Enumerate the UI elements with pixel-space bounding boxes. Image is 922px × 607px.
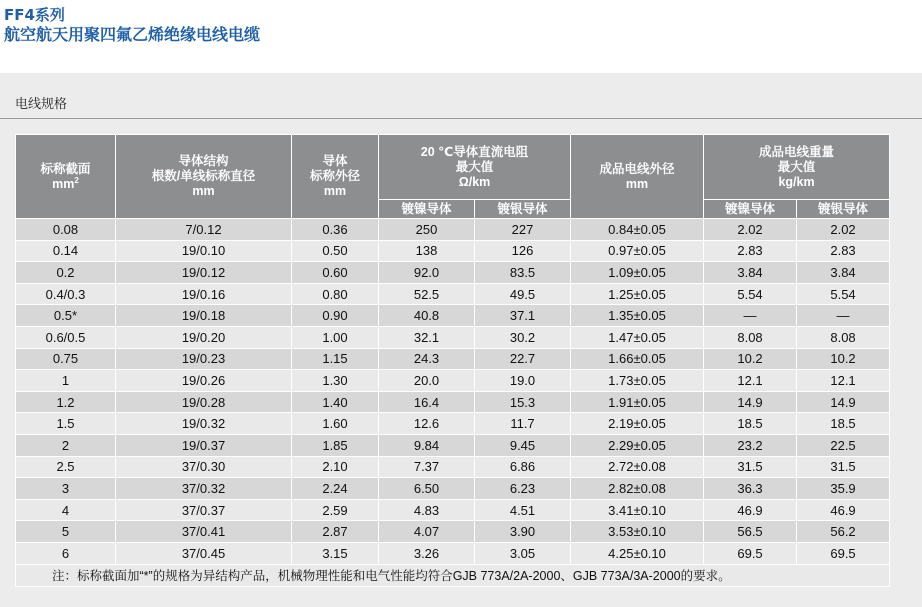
table-note: 注：标称截面加“*”的规格为异结构产品，机械物理性能和电气性能均符合GJB 773A/2A-2000、GJB 773A/3A-2000的要求。 <box>16 564 890 586</box>
col-weight-silver: 镀银导体 <box>797 200 890 219</box>
cell-finished-od: 3.41±0.10 <box>571 499 704 521</box>
col-resistance-nickel: 镀镍导体 <box>379 200 475 219</box>
cell-conductor-structure: 37/0.37 <box>116 499 292 521</box>
cell-resistance-nickel: 138 <box>379 240 475 262</box>
col-conductor-od-unit: mm <box>323 184 347 198</box>
cell-resistance-nickel: 16.4 <box>379 391 475 413</box>
cell-nominal-area: 1 <box>16 370 116 392</box>
col-conductor-structure <box>116 135 292 219</box>
cell-conductor-od: 0.90 <box>292 305 379 327</box>
cell-conductor-od: 2.87 <box>292 521 379 543</box>
cell-finished-od: 1.66±0.05 <box>571 348 704 370</box>
cell-finished-od: 1.47±0.05 <box>571 326 704 348</box>
cell-resistance-silver: 9.45 <box>475 434 571 456</box>
col-conductor-od-label: 导体 <box>322 154 348 168</box>
cell-weight-silver: 10.2 <box>797 348 890 370</box>
cell-finished-od: 2.29±0.05 <box>571 434 704 456</box>
cell-resistance-nickel: 12.6 <box>379 413 475 435</box>
cell-finished-od: 0.97±0.05 <box>571 240 704 262</box>
cell-resistance-silver: 49.5 <box>475 283 571 305</box>
cell-conductor-structure: 19/0.28 <box>116 391 292 413</box>
cell-nominal-area: 1.5 <box>16 413 116 435</box>
cell-conductor-structure: 19/0.37 <box>116 434 292 456</box>
col-conductor-structure-sub: 根数/单线标称直径 <box>151 169 256 183</box>
cell-nominal-area: 4 <box>16 499 116 521</box>
cell-resistance-nickel: 3.26 <box>379 542 475 564</box>
table-row <box>16 434 890 456</box>
cell-finished-od: 3.53±0.10 <box>571 521 704 543</box>
table-row <box>16 262 890 284</box>
cell-finished-od: 2.72±0.08 <box>571 456 704 478</box>
cell-conductor-od: 0.60 <box>292 262 379 284</box>
cell-resistance-nickel: 32.1 <box>379 326 475 348</box>
cell-nominal-area: 0.5* <box>16 305 116 327</box>
cell-weight-nickel: 23.2 <box>704 434 797 456</box>
col-finished-od <box>571 135 704 219</box>
cell-weight-nickel: 46.9 <box>704 499 797 521</box>
cell-resistance-nickel: 7.37 <box>379 456 475 478</box>
section-label: 电线规格 <box>15 97 68 112</box>
cell-conductor-structure: 7/0.12 <box>116 219 292 241</box>
cell-weight-nickel: 14.9 <box>704 391 797 413</box>
cell-nominal-area: 5 <box>16 521 116 543</box>
cell-nominal-area: 2.5 <box>16 456 116 478</box>
cell-resistance-nickel: 4.07 <box>379 521 475 543</box>
series-title: FF4系列 <box>4 6 65 24</box>
cell-finished-od: 1.09±0.05 <box>571 262 704 284</box>
cell-conductor-od: 1.30 <box>292 370 379 392</box>
cell-conductor-od: 2.24 <box>292 478 379 500</box>
cell-resistance-silver: 30.2 <box>475 326 571 348</box>
spec-table-body <box>16 219 890 565</box>
cell-weight-silver: 3.84 <box>797 262 890 284</box>
col-conductor-od-sub: 标称外径 <box>309 169 360 183</box>
cell-resistance-nickel: 250 <box>379 219 475 241</box>
cell-conductor-od: 0.80 <box>292 283 379 305</box>
cell-weight-silver: — <box>797 305 890 327</box>
cell-weight-silver: 69.5 <box>797 542 890 564</box>
cell-weight-silver: 56.2 <box>797 521 890 543</box>
col-resistance-label: 20 ℃导体直流电阻 <box>420 144 529 159</box>
cell-weight-nickel: 8.08 <box>704 326 797 348</box>
cell-nominal-area: 0.4/0.3 <box>16 283 116 305</box>
cell-conductor-structure: 19/0.32 <box>116 413 292 435</box>
cell-weight-silver: 18.5 <box>797 413 890 435</box>
cell-resistance-nickel: 20.0 <box>379 370 475 392</box>
cell-finished-od: 0.84±0.05 <box>571 219 704 241</box>
cell-conductor-structure: 37/0.30 <box>116 456 292 478</box>
cell-resistance-silver: 37.1 <box>475 305 571 327</box>
cell-weight-silver: 31.5 <box>797 456 890 478</box>
col-resistance-unit: Ω/km <box>458 174 491 189</box>
cell-resistance-nickel: 4.83 <box>379 499 475 521</box>
table-row <box>16 240 890 262</box>
cell-weight-silver: 22.5 <box>797 434 890 456</box>
cell-conductor-structure: 37/0.32 <box>116 478 292 500</box>
cell-nominal-area: 1.2 <box>16 391 116 413</box>
cell-weight-nickel: 2.83 <box>704 240 797 262</box>
cell-resistance-nickel: 24.3 <box>379 348 475 370</box>
col-conductor-od <box>292 135 379 219</box>
table-row <box>16 499 890 521</box>
col-finished-od-unit: mm <box>625 176 649 191</box>
cell-conductor-structure: 19/0.26 <box>116 370 292 392</box>
cell-resistance-silver: 11.7 <box>475 413 571 435</box>
table-row <box>16 219 890 241</box>
spec-panel <box>0 73 922 607</box>
cell-conductor-od: 1.00 <box>292 326 379 348</box>
col-conductor-structure-unit: mm <box>192 184 215 198</box>
col-weight-sub: 最大值 <box>777 159 816 174</box>
col-weight-unit: kg/km <box>778 174 815 189</box>
cell-weight-silver: 5.54 <box>797 283 890 305</box>
cell-weight-nickel: 56.5 <box>704 521 797 543</box>
cell-resistance-silver: 227 <box>475 219 571 241</box>
col-nominal-area-unit: $mm^2$ <box>52 175 79 191</box>
cell-weight-nickel: 2.02 <box>704 219 797 241</box>
table-row <box>16 283 890 305</box>
cell-weight-nickel: 12.1 <box>704 370 797 392</box>
cell-conductor-od: 2.59 <box>292 499 379 521</box>
col-finished-od-label: 成品电线外径 <box>599 161 675 176</box>
cell-weight-nickel: 31.5 <box>704 456 797 478</box>
cell-conductor-structure: 19/0.20 <box>116 326 292 348</box>
cell-resistance-silver: 6.23 <box>475 478 571 500</box>
table-row <box>16 542 890 564</box>
cell-finished-od: 1.35±0.05 <box>571 305 704 327</box>
cell-conductor-structure: 19/0.23 <box>116 348 292 370</box>
cell-weight-silver: 14.9 <box>797 391 890 413</box>
spec-table-wrapper <box>15 134 890 587</box>
cell-weight-nickel: — <box>704 305 797 327</box>
cell-nominal-area: 0.08 <box>16 219 116 241</box>
cell-resistance-nickel: 52.5 <box>379 283 475 305</box>
cell-weight-nickel: 36.3 <box>704 478 797 500</box>
cell-nominal-area: 0.2 <box>16 262 116 284</box>
cell-conductor-od: 1.15 <box>292 348 379 370</box>
spec-table <box>15 134 890 587</box>
cell-conductor-od: 2.10 <box>292 456 379 478</box>
cell-weight-nickel: 18.5 <box>704 413 797 435</box>
table-row <box>16 478 890 500</box>
table-row <box>16 348 890 370</box>
cell-conductor-od: 3.15 <box>292 542 379 564</box>
cell-conductor-od: 1.60 <box>292 413 379 435</box>
cell-conductor-od: 0.36 <box>292 219 379 241</box>
col-weight-label: 成品电线重量 <box>759 144 835 159</box>
table-row <box>16 391 890 413</box>
cell-conductor-structure: 37/0.45 <box>116 542 292 564</box>
cell-conductor-structure: 37/0.41 <box>116 521 292 543</box>
cell-resistance-silver: 83.5 <box>475 262 571 284</box>
col-nominal-area-label: 标称截面 <box>40 161 91 176</box>
cell-resistance-nickel: 6.50 <box>379 478 475 500</box>
col-weight-nickel: 镀镍导体 <box>704 200 797 219</box>
cell-nominal-area: 0.75 <box>16 348 116 370</box>
cell-nominal-area: 0.14 <box>16 240 116 262</box>
cell-weight-silver: 8.08 <box>797 326 890 348</box>
cell-finished-od: 1.73±0.05 <box>571 370 704 392</box>
table-row <box>16 305 890 327</box>
cell-weight-silver: 35.9 <box>797 478 890 500</box>
cell-resistance-silver: 3.90 <box>475 521 571 543</box>
cell-resistance-nickel: 40.8 <box>379 305 475 327</box>
col-resistance-silver: 镀银导体 <box>475 200 571 219</box>
col-weight <box>704 135 890 200</box>
cell-conductor-structure: 19/0.16 <box>116 283 292 305</box>
cell-weight-silver: 2.83 <box>797 240 890 262</box>
col-nominal-area <box>16 135 116 219</box>
cell-conductor-structure: 19/0.18 <box>116 305 292 327</box>
cell-resistance-nickel: 92.0 <box>379 262 475 284</box>
page-header <box>4 6 260 45</box>
cell-resistance-silver: 4.51 <box>475 499 571 521</box>
cell-nominal-area: 0.6/0.5 <box>16 326 116 348</box>
cell-resistance-silver: 6.86 <box>475 456 571 478</box>
cell-weight-nickel: 10.2 <box>704 348 797 370</box>
cell-finished-od: 1.25±0.05 <box>571 283 704 305</box>
cell-nominal-area: 2 <box>16 434 116 456</box>
cell-conductor-od: 1.85 <box>292 434 379 456</box>
cell-nominal-area: 6 <box>16 542 116 564</box>
cell-nominal-area: 3 <box>16 478 116 500</box>
table-row <box>16 326 890 348</box>
cell-resistance-silver: 19.0 <box>475 370 571 392</box>
col-resistance <box>379 135 571 200</box>
cell-resistance-silver: 22.7 <box>475 348 571 370</box>
cell-resistance-silver: 15.3 <box>475 391 571 413</box>
cell-weight-silver: 46.9 <box>797 499 890 521</box>
cell-conductor-od: 0.50 <box>292 240 379 262</box>
table-row <box>16 413 890 435</box>
cell-conductor-structure: 19/0.12 <box>116 262 292 284</box>
product-title: 航空航天用聚四氟乙烯绝缘电线电缆 <box>4 25 261 44</box>
cell-finished-od: 2.82±0.08 <box>571 478 704 500</box>
cell-conductor-od: 1.40 <box>292 391 379 413</box>
cell-weight-nickel: 69.5 <box>704 542 797 564</box>
cell-finished-od: 1.91±0.05 <box>571 391 704 413</box>
table-row <box>16 521 890 543</box>
cell-finished-od: 4.25±0.10 <box>571 542 704 564</box>
section-divider <box>0 118 922 119</box>
cell-weight-nickel: 3.84 <box>704 262 797 284</box>
table-row <box>16 456 890 478</box>
table-row <box>16 370 890 392</box>
cell-resistance-silver: 126 <box>475 240 571 262</box>
cell-weight-silver: 2.02 <box>797 219 890 241</box>
col-conductor-structure-label: 导体结构 <box>178 154 229 168</box>
col-resistance-sub: 最大值 <box>455 159 494 174</box>
cell-weight-silver: 12.1 <box>797 370 890 392</box>
cell-resistance-silver: 3.05 <box>475 542 571 564</box>
cell-conductor-structure: 19/0.10 <box>116 240 292 262</box>
cell-finished-od: 2.19±0.05 <box>571 413 704 435</box>
cell-weight-nickel: 5.54 <box>704 283 797 305</box>
cell-resistance-nickel: 9.84 <box>379 434 475 456</box>
